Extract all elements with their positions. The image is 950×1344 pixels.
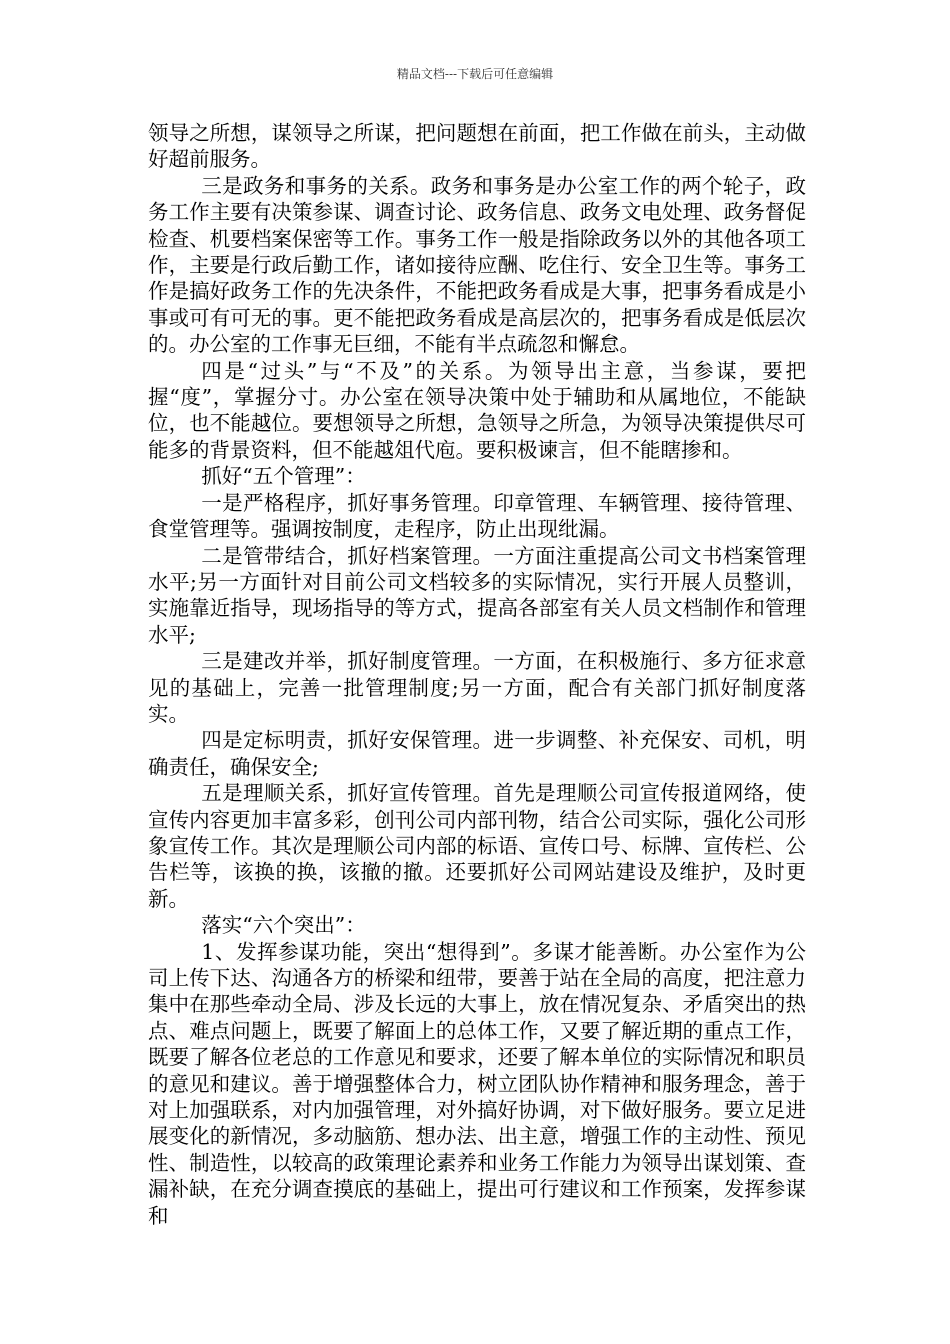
- paragraph-2: 三是政务和事务的关系。政务和事务是办公室工作的两个轮子，政务工作主要有决策参谋、调查讨论、政务信息、政务文电处理、政务督促检查、机要档案保密等工作。事务工作一般是指除政务以外的其他各项工作，主要是行政后勤工作，诸如接待应酬、吃住行、安全卫生等。事务工作是搞好政务工作的先决条件，不能把政务看成是大事，把事务看成是小事或可有可无的事。更不能把政务看成是高层次的，把事务看成是低层次的。办公室的工作事无巨细，不能有半点疏忽和懈怠。: [148, 173, 806, 357]
- document-body: [148, 120, 806, 1229]
- paragraph-10: 落实“六个突出”：: [201, 913, 366, 938]
- paragraph-5: 一是严格程序，抓好事务管理。印章管理、车辆管理、接待管理、食堂管理等。强调按制度，走程序，防止出现纰漏。: [148, 490, 806, 542]
- paragraph-11: 1、发挥参谋功能，突出“想得到”。多谋才能善断。办公室作为公司上传下达、沟通各方的桥梁和纽带，要善于站在全局的高度，把注意力集中在那些牵动全局、涉及长远的大事上，放在情况复杂、矛盾突出的热点、难点问题上，既要了解面上的总体工作，又要了解近期的重点工作，既要了解各位老总的工作意见和要求，还要了解本单位的实际情况和职员的意见和建议。善于增强整体合力，树立团队协作精神和服务理念，善于对上加强联系，对内加强管理，对外搞好协调，对下做好服务。要立足进展变化的新情况，多动脑筋、想办法、出主意，增强工作的主动性、预见性、制造性，以较高的政策理论素养和业务工作能力为领导出谋划策、查漏补缺，在充分调查摸底的基础上，提出可行建议和工作预案，发挥参谋和: [148, 939, 806, 1228]
- paragraph-3: 四是“过头”与“不及”的关系。为领导出主意，当参谋，要把握“度”，掌握分寸。办公室在领导决策中处于辅助和从属地位，不能缺位，也不能越位。要想领导之所想，急领导之所急，为领导决策提供尽可能多的背景资料，但不能越俎代庖。要积极谏言，但不能瞎掺和。: [148, 358, 806, 462]
- paragraph-1: 领导之所想，谋领导之所谋，把问题想在前面，把工作做在前头，主动做好超前服务。: [148, 121, 806, 172]
- paragraph-8: 四是定标明责，抓好安保管理。进一步调整、补充保安、司机，明确责任，确保安全;: [148, 728, 806, 779]
- paragraph-7: 三是建改并举，抓好制度管理。一方面，在积极施行、多方征求意见的基础上，完善一批管理制度;另一方面，配合有关部门抓好制度落实。: [148, 649, 806, 726]
- paragraph-4: 抓好“五个管理”：: [201, 464, 366, 489]
- paragraph-9: 五是理顺关系，抓好宣传管理。首先是理顺公司宣传报道网络，使宣传内容更加丰富多彩，创刊公司内部刊物，结合公司实际，强化公司形象宣传工作。其次是理顺公司内部的标语、宣传口号、标牌、宣传栏、公告栏等，该换的换，该撤的撤。还要抓好公司网站建设及维护，及时更新。: [148, 781, 806, 911]
- paragraph-6: 二是管带结合，抓好档案管理。一方面注重提高公司文书档案管理水平;另一方面针对目前公司文档较多的实际情况，实行开展人员整训，实施靠近指导，现场指导的等方式，提高各部室有关人员文档制作和管理水平;: [148, 543, 806, 647]
- page-header: 精品文档---下载后可任意编辑: [396, 67, 554, 81]
